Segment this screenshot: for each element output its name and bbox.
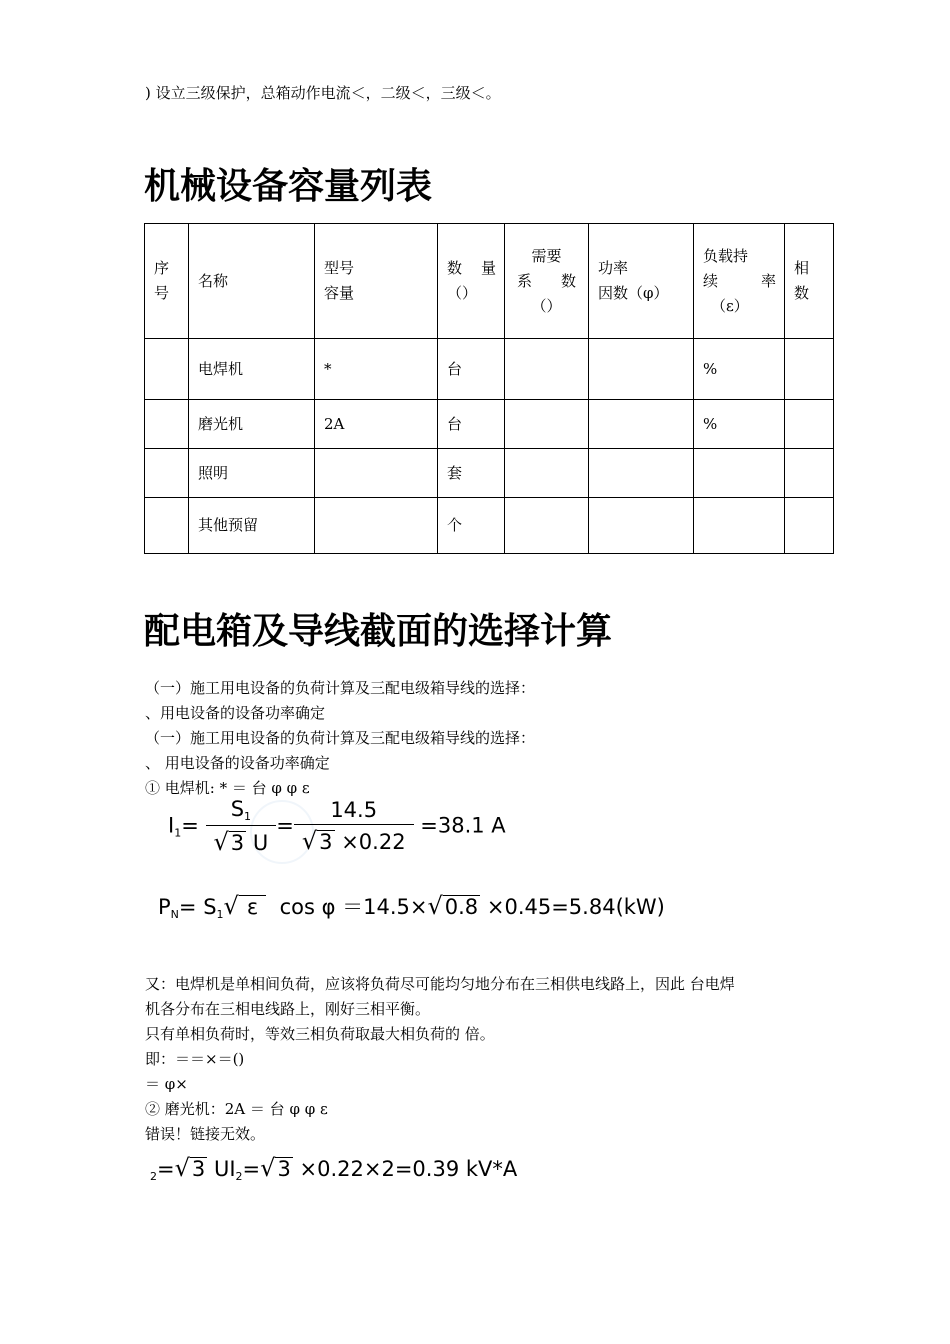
header-model — [315, 224, 438, 339]
formula1-result: =38.1 A — [420, 813, 506, 838]
calc-intro-lines — [145, 676, 535, 801]
cell-pf — [589, 449, 694, 498]
formula3-tail: ×0.22×2=0.39 kV*A — [299, 1157, 518, 1181]
cell-seq — [145, 498, 189, 554]
cell-pf — [589, 339, 694, 400]
header-demand-line3: （） — [531, 296, 562, 315]
cell-duty — [694, 498, 785, 554]
text-line: ② 磨光机：2A ＝ 台 φ φ ε — [145, 1100, 328, 1118]
cell-pf — [589, 498, 694, 554]
formula-apparent-power — [150, 1154, 517, 1183]
formula1-den1 — [206, 825, 277, 856]
header-phase — [785, 224, 834, 339]
sqrt-icon: √ — [174, 1154, 190, 1182]
table-row — [145, 400, 834, 449]
sqrt-icon: √ — [260, 1154, 276, 1182]
formula1-den2 — [294, 824, 414, 855]
header-demand — [505, 224, 589, 339]
header-model-line2: 容量 — [324, 284, 355, 302]
formula1-fraction2 — [294, 798, 414, 855]
header-qty-line1 — [447, 256, 496, 281]
heading-equipment-list: 机械设备容量列表 — [144, 166, 433, 207]
cell-pf — [589, 400, 694, 449]
formula2-s: S — [203, 895, 217, 919]
formula1-den1-root: 3 — [230, 831, 245, 855]
formula1-num2: 14.5 — [330, 798, 378, 822]
cell-model — [315, 498, 438, 554]
cell-model: * — [315, 339, 438, 400]
cell-name: 照明 — [189, 449, 315, 498]
formula2-s-sub: 1 — [216, 908, 224, 921]
text-line: 又：电焊机是单相间负荷，应该将负荷尽可能均匀地分布在三相供电线路上，因此 台电焊 — [145, 975, 735, 993]
cell-demand — [505, 498, 589, 554]
cell-demand — [505, 400, 589, 449]
text-line: 、用电设备的设备功率确定 — [145, 704, 326, 722]
formula1-den1-tail: U — [252, 831, 269, 855]
formula2-root: 0.8 — [444, 895, 479, 919]
text-line: 错误！链接无效。 — [145, 1125, 266, 1143]
cell-duty — [694, 449, 785, 498]
header-qty-word2: 量 — [480, 259, 496, 277]
cell-phase — [785, 339, 834, 400]
text-line: （一）施工用电设备的负荷计算及三配电级箱导线的选择： — [145, 729, 536, 747]
single-phase-paragraph — [145, 972, 825, 1147]
sqrt-icon: √ — [213, 828, 229, 856]
header-pf-line1: 功率 — [598, 259, 629, 277]
header-power-factor — [589, 224, 694, 339]
formula1-eq: = — [181, 813, 199, 838]
cell-seq — [145, 449, 189, 498]
cell-name: 电焊机 — [189, 339, 315, 400]
cell-model — [315, 449, 438, 498]
header-qty-line2: （） — [447, 284, 478, 302]
formula3-mid-sub: 2 — [235, 1170, 243, 1183]
formula1-den2-tail: ×0.22 — [341, 830, 406, 854]
text-line: 、 用电设备的设备功率确定 — [145, 754, 330, 772]
formula1-num1 — [223, 797, 259, 825]
intro-text: ) 设立三级保护，总箱动作电流＜，二级＜，三级＜。 — [145, 84, 501, 102]
table-row — [145, 449, 834, 498]
formula1-fraction1 — [206, 797, 277, 856]
text-line: （一）施工用电设备的负荷计算及三配电级箱导线的选择： — [145, 679, 536, 697]
formula3-root2: 3 — [277, 1157, 291, 1181]
table-header-row — [145, 224, 834, 339]
header-name: 名称 — [189, 224, 315, 339]
header-qty — [438, 224, 505, 339]
header-seq — [145, 224, 189, 339]
header-duty-line2 — [703, 269, 776, 294]
formula1-lhs-sub: 1 — [174, 826, 182, 840]
cell-qty: 台 — [438, 339, 505, 400]
cell-demand — [505, 449, 589, 498]
header-phase-line2: 数 — [794, 284, 810, 302]
formula1-eq2: = — [276, 813, 294, 838]
formula2-tail: ×0.45=5.84(kW) — [486, 895, 665, 919]
text-line: 机各分布在三相电线路上，刚好三相平衡。 — [145, 1000, 431, 1018]
header-duty-line1: 负载持 — [703, 246, 749, 265]
header-model-line1: 型号 — [324, 259, 355, 277]
header-demand-line1: 需要 — [531, 246, 562, 265]
cell-duty: % — [694, 400, 785, 449]
cell-name: 其他预留 — [189, 498, 315, 554]
table-row — [145, 339, 834, 400]
cell-qty: 套 — [438, 449, 505, 498]
formula2-lhs-sub: N — [170, 908, 179, 921]
table-row — [145, 498, 834, 554]
cell-qty: 个 — [438, 498, 505, 554]
formula3-sub: 2 — [150, 1170, 157, 1183]
header-demand-line2 — [509, 269, 584, 294]
formula2-eps: ε — [239, 895, 266, 919]
sqrt-icon: √ — [427, 892, 443, 920]
formula3-mid: UI — [213, 1157, 236, 1181]
formula-power — [158, 891, 665, 921]
cell-seq — [145, 400, 189, 449]
header-qty-word1: 数 — [447, 259, 463, 277]
header-duty-word2: 率 — [760, 271, 776, 290]
formula3-eq2: = — [242, 1157, 261, 1181]
equipment-table — [144, 223, 834, 554]
cell-qty: 台 — [438, 400, 505, 449]
text-line: 只有单相负荷时，等效三相负荷取最大相负荷的 倍。 — [145, 1025, 495, 1043]
formula-current — [168, 797, 506, 856]
header-seq-line1: 序 — [154, 259, 170, 277]
formula1-lhs: I — [168, 813, 175, 838]
text-line: ＝ φ× — [145, 1075, 188, 1093]
formula2-cos: cos φ ＝14.5× — [279, 895, 428, 919]
header-demand-word1: 系 — [517, 271, 533, 290]
heading-distribution-box: 配电箱及导线截面的选择计算 — [144, 611, 613, 652]
cell-phase — [785, 498, 834, 554]
text-line: ① 电焊机: * ＝ 台 φ φ ε — [145, 779, 310, 797]
cell-phase — [785, 449, 834, 498]
text-line: 即：＝＝×＝() — [145, 1050, 245, 1068]
header-demand-word2: 数 — [560, 271, 576, 290]
header-duty-line3: （ε） — [711, 296, 749, 315]
sqrt-icon: √ — [223, 892, 239, 920]
cell-phase — [785, 400, 834, 449]
formula1-num1-s: S — [230, 797, 245, 821]
formula1-den2-root: 3 — [319, 830, 333, 854]
header-seq-line2: 号 — [154, 284, 170, 302]
sqrt-icon: √ — [301, 827, 318, 855]
header-phase-line1: 相 — [794, 259, 810, 277]
header-duty-word1: 续 — [703, 271, 719, 290]
cell-demand — [505, 339, 589, 400]
cell-duty: % — [694, 339, 785, 400]
header-duty — [694, 224, 785, 339]
formula3-root1: 3 — [191, 1157, 206, 1181]
header-pf-line2: 因数（φ） — [598, 284, 669, 302]
cell-name: 磨光机 — [189, 400, 315, 449]
formula2-eq: = — [178, 895, 197, 919]
cell-seq — [145, 339, 189, 400]
formula1-num1-sub: 1 — [244, 810, 252, 823]
formula2-lhs: P — [158, 895, 171, 919]
formula3-eq: = — [157, 1157, 175, 1181]
cell-model: 2A — [315, 400, 438, 449]
